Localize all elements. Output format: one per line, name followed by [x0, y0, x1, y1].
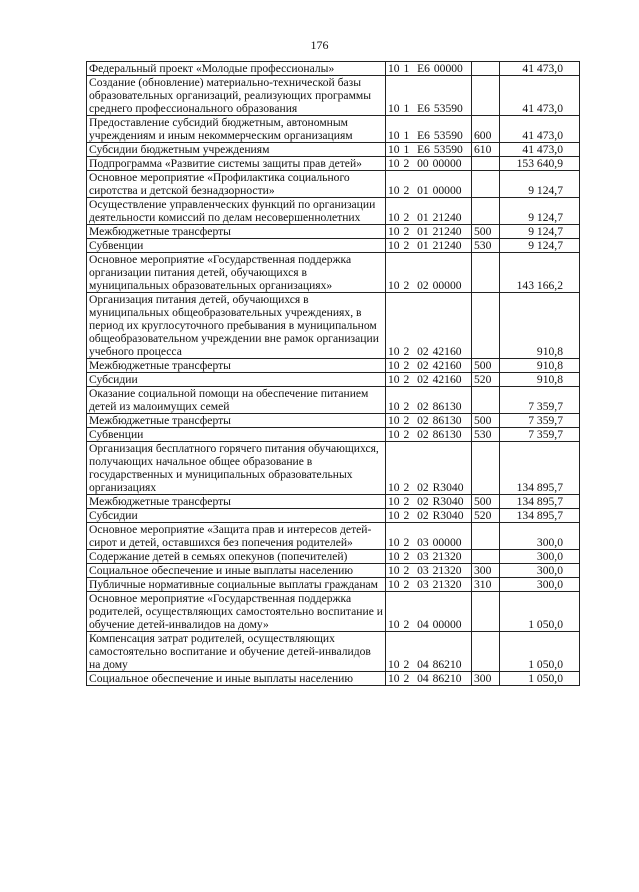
row-code-cell: 10 1 Е6 53590	[386, 143, 472, 157]
budget-table-body	[87, 62, 580, 686]
row-type-cell: 500	[472, 495, 500, 509]
row-name-cell: Основное мероприятие «Государственная поддержка организации питания детей, обучающихся в муниципальных образовательных организациях»	[87, 253, 386, 293]
row-type-cell	[472, 592, 500, 632]
row-code-cell: 10 2 03 21320	[386, 578, 472, 592]
row-code-cell: 10 2 03 21320	[386, 550, 472, 564]
row-amount-cell: 134 895,7	[500, 495, 580, 509]
table-row	[87, 373, 580, 387]
row-code-cell: 10 2 03 00000	[386, 523, 472, 550]
row-amount-cell: 7 359,7	[500, 428, 580, 442]
row-amount-cell: 41 473,0	[500, 62, 580, 76]
row-name-cell: Компенсация затрат родителей, осуществляющих самостоятельно воспитание и обучение детей-инвалидов на дому	[87, 632, 386, 672]
row-amount-cell: 1 050,0	[500, 592, 580, 632]
row-amount-cell: 910,8	[500, 293, 580, 359]
table-row	[87, 414, 580, 428]
row-amount-cell: 1 050,0	[500, 672, 580, 686]
row-amount-cell: 7 359,7	[500, 414, 580, 428]
row-type-cell	[472, 387, 500, 414]
row-name-cell: Межбюджетные трансферты	[87, 414, 386, 428]
row-amount-cell: 134 895,7	[500, 509, 580, 523]
table-row	[87, 116, 580, 143]
table-row	[87, 225, 580, 239]
row-type-cell: 530	[472, 239, 500, 253]
row-name-cell: Основное мероприятие «Защита прав и интересов детей-сирот и детей, оставшихся без попечения родителей»	[87, 523, 386, 550]
row-type-cell	[472, 293, 500, 359]
row-code-cell: 10 2 02 86130	[386, 387, 472, 414]
row-name-cell: Осуществление управленческих функций по организации деятельности комиссий по делам несовершеннолетних	[87, 198, 386, 225]
row-name-cell: Основное мероприятие «Государственная поддержка родителей, осуществляющих самостоятельно воспитание и обучение детей-инвалидов на дому»	[87, 592, 386, 632]
table-row	[87, 62, 580, 76]
row-code-cell: 10 1 Е6 00000	[386, 62, 472, 76]
table-row	[87, 428, 580, 442]
row-amount-cell: 910,8	[500, 373, 580, 387]
row-type-cell	[472, 550, 500, 564]
row-name-cell: Субсидии	[87, 373, 386, 387]
row-name-cell: Субвенции	[87, 239, 386, 253]
table-row	[87, 387, 580, 414]
row-code-cell: 10 2 03 21320	[386, 564, 472, 578]
row-type-cell: 520	[472, 509, 500, 523]
row-code-cell: 10 1 Е6 53590	[386, 76, 472, 116]
row-type-cell: 500	[472, 414, 500, 428]
row-name-cell: Предоставление субсидий бюджетным, автономным учреждениям и иным некоммерческим организациям	[87, 116, 386, 143]
row-name-cell: Федеральный проект «Молодые профессионалы»	[87, 62, 386, 76]
row-amount-cell: 910,8	[500, 359, 580, 373]
row-name-cell: Субсидии бюджетным учреждениям	[87, 143, 386, 157]
row-name-cell: Организация бесплатного горячего питания обучающихся, получающих начальное общее образование в государственных и муниципальных образовательных организациях	[87, 442, 386, 495]
row-type-cell: 500	[472, 225, 500, 239]
row-type-cell: 500	[472, 359, 500, 373]
row-type-cell	[472, 253, 500, 293]
table-row	[87, 442, 580, 495]
row-name-cell: Межбюджетные трансферты	[87, 225, 386, 239]
row-type-cell	[472, 171, 500, 198]
table-row	[87, 198, 580, 225]
table-row	[87, 564, 580, 578]
row-type-cell: 520	[472, 373, 500, 387]
row-code-cell: 10 1 Е6 53590	[386, 116, 472, 143]
row-amount-cell: 300,0	[500, 578, 580, 592]
row-name-cell: Субсидии	[87, 509, 386, 523]
row-amount-cell: 300,0	[500, 564, 580, 578]
row-amount-cell: 1 050,0	[500, 632, 580, 672]
row-code-cell: 10 2 04 86210	[386, 672, 472, 686]
row-code-cell: 10 2 02 86130	[386, 414, 472, 428]
row-amount-cell: 300,0	[500, 523, 580, 550]
row-amount-cell: 300,0	[500, 550, 580, 564]
row-name-cell: Основное мероприятие «Профилактика социального сиротства и детской безнадзорности»	[87, 171, 386, 198]
row-name-cell: Создание (обновление) материально-технической базы образовательных организаций, реализующих программы среднего профессионального образования	[87, 76, 386, 116]
row-amount-cell: 41 473,0	[500, 116, 580, 143]
row-amount-cell: 7 359,7	[500, 387, 580, 414]
table-row	[87, 157, 580, 171]
page-number: 176	[310, 38, 329, 52]
row-amount-cell: 9 124,7	[500, 239, 580, 253]
table-row	[87, 76, 580, 116]
row-name-cell: Содержание детей в семьях опекунов (попечителей)	[87, 550, 386, 564]
row-amount-cell: 153 640,9	[500, 157, 580, 171]
row-type-cell	[472, 632, 500, 672]
row-name-cell: Публичные нормативные социальные выплаты гражданам	[87, 578, 386, 592]
row-name-cell: Оказание социальной помощи на обеспечение питанием детей из малоимущих семей	[87, 387, 386, 414]
row-amount-cell: 134 895,7	[500, 442, 580, 495]
row-code-cell: 10 2 01 21240	[386, 225, 472, 239]
table-row	[87, 672, 580, 686]
table-row	[87, 171, 580, 198]
row-code-cell: 10 2 04 00000	[386, 592, 472, 632]
row-type-cell: 600	[472, 116, 500, 143]
row-code-cell: 10 2 01 21240	[386, 198, 472, 225]
row-name-cell: Социальное обеспечение и иные выплаты населению	[87, 672, 386, 686]
table-row	[87, 495, 580, 509]
row-type-cell: 300	[472, 672, 500, 686]
table-row	[87, 632, 580, 672]
row-name-cell: Социальное обеспечение и иные выплаты населению	[87, 564, 386, 578]
row-code-cell: 10 2 02 00000	[386, 253, 472, 293]
row-type-cell	[472, 442, 500, 495]
row-code-cell: 10 2 02 R3040	[386, 442, 472, 495]
row-code-cell: 10 2 02 42160	[386, 293, 472, 359]
row-amount-cell: 9 124,7	[500, 225, 580, 239]
table-row	[87, 253, 580, 293]
row-type-cell	[472, 198, 500, 225]
row-type-cell: 610	[472, 143, 500, 157]
row-code-cell: 10 2 02 42160	[386, 373, 472, 387]
row-amount-cell: 143 166,2	[500, 253, 580, 293]
table-row	[87, 592, 580, 632]
row-name-cell: Межбюджетные трансферты	[87, 495, 386, 509]
row-type-cell: 310	[472, 578, 500, 592]
row-name-cell: Организация питания детей, обучающихся в муниципальных общеобразовательных учреждениях, в период их круглосуточного пребывания в муниципальном общеобразовательном учреждении вне рамок организации учебного процесса	[87, 293, 386, 359]
row-amount-cell: 41 473,0	[500, 76, 580, 116]
row-amount-cell: 41 473,0	[500, 143, 580, 157]
budget-table	[86, 61, 580, 686]
row-name-cell: Межбюджетные трансферты	[87, 359, 386, 373]
row-code-cell: 10 2 02 86130	[386, 428, 472, 442]
row-type-cell	[472, 76, 500, 116]
row-name-cell: Подпрограмма «Развитие системы защиты прав детей»	[87, 157, 386, 171]
row-code-cell: 10 2 00 00000	[386, 157, 472, 171]
row-code-cell: 10 2 02 42160	[386, 359, 472, 373]
table-row	[87, 293, 580, 359]
table-row	[87, 550, 580, 564]
row-code-cell: 10 2 02 R3040	[386, 509, 472, 523]
row-code-cell: 10 2 01 00000	[386, 171, 472, 198]
row-type-cell: 300	[472, 564, 500, 578]
row-code-cell: 10 2 01 21240	[386, 239, 472, 253]
table-row	[87, 509, 580, 523]
row-type-cell	[472, 157, 500, 171]
table-row	[87, 523, 580, 550]
table-row	[87, 143, 580, 157]
table-row	[87, 578, 580, 592]
table-row	[87, 239, 580, 253]
row-type-cell: 530	[472, 428, 500, 442]
row-code-cell: 10 2 04 86210	[386, 632, 472, 672]
row-type-cell	[472, 62, 500, 76]
row-amount-cell: 9 124,7	[500, 198, 580, 225]
row-name-cell: Субвенции	[87, 428, 386, 442]
row-type-cell	[472, 523, 500, 550]
table-row	[87, 359, 580, 373]
row-amount-cell: 9 124,7	[500, 171, 580, 198]
row-code-cell: 10 2 02 R3040	[386, 495, 472, 509]
